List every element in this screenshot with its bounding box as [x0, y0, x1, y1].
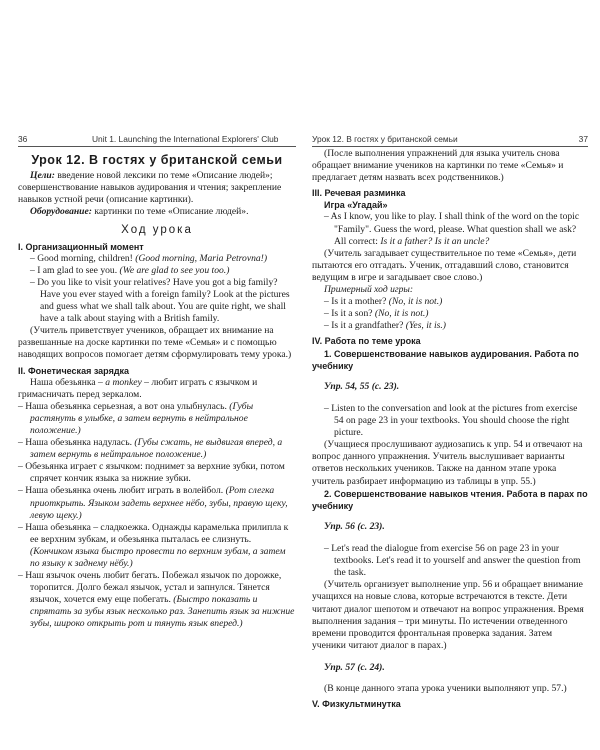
goals-text: введение новой лексики по теме «Описание людей»; совершенствование навыков аудирования и чтения; закрепление навыков устной речи (описание картинки).: [18, 170, 282, 206]
teacher-note: (После выполнения упражнений для языка учитель снова обращает внимание учеников на картинки по теме «Семья» и предлагает детям назвать всех родственников.): [312, 148, 564, 184]
lesson-title: Урок 12. В гостях у британской семьи: [31, 153, 283, 167]
dialogue-line: – Let's read the dialogue from exercise 56 on page 23 in your textbooks. Let's read it to yourself and answer the question from the task.: [324, 543, 581, 579]
exercise-ref: Упр. 56 (с. 23).: [324, 521, 385, 533]
section-heading: III. Речевая разминка: [312, 188, 406, 199]
teacher-note: (В конце данного этапа урока ученики выполняют упр. 57.): [324, 683, 567, 695]
dialogue-line: – Do you like to visit your relatives? Have you got a big family? Have you ever stayed with a foreign family? Look at the pictures and guess what we shall talk about. You are quite right, we shall have a talk about staying with a British family.: [30, 276, 290, 325]
exercise-line: [18, 570, 296, 630]
dialogue-text: – Good morning, children!: [30, 252, 136, 264]
dialogue-line: [18, 265, 296, 277]
teacher-note: (Учитель загадывает существительное по теме «Семья», дети пытаются его отгадать. Ученик, отгадавший слово, становится ведущим в игре и загадывает свое слово.): [312, 247, 577, 283]
dialogue-line: [312, 211, 588, 247]
dialogue-text: – Is it a grandfather?: [324, 320, 406, 332]
dialogue-answer: (Good morning, Maria Petrovna!): [135, 252, 268, 264]
dialogue-line: [312, 296, 588, 308]
dialogue-answer: (No, it is not.): [388, 296, 443, 308]
teacher-note: (Учитель организует выполнение упр. 56 и обращает внимание учащихся на новые слова, которые встречаются в тексте. Дети читают диалог шепотом и отвечают на вопрос упражнения. Время выполнения задания – три минуты. По истечении отведенного времени проводится фронтальная проверка задания. Затем ученики читают диалог в парах.): [312, 579, 584, 651]
equipment: [18, 206, 296, 218]
exercise-instruction: (Рот слегка приоткрыть. Языком задеть верхнее нёбо, зубы, правую щеку, левую щеку.): [30, 485, 288, 521]
right-running-header: [312, 134, 588, 147]
exercise-instruction: (Кончиком языка быстро провести по верхним зубам, а затем по языку к заднему нёбу.): [30, 545, 286, 569]
dialogue-text: – Is it a mother?: [324, 296, 389, 308]
exercise-line: [18, 401, 296, 437]
exercise-text: Наша обезьянка –: [30, 376, 106, 388]
left-page: [18, 148, 296, 631]
right-page: [312, 148, 588, 710]
right-page-number: 37: [578, 134, 588, 144]
dialogue-line: [18, 253, 296, 265]
exercise-instruction: (Губы сжать, не выдвигая вперед, а затем вернуть в нейтральное положение.): [30, 437, 283, 461]
section-heading: V. Физкультминутка: [312, 699, 401, 710]
game-title: Игра «Угадай»: [324, 200, 388, 211]
dialogue-answer: (No, it is not.): [374, 308, 429, 320]
teacher-note: (Учитель приветствует учеников, обращает их внимание на развешанные на доске картинки по теме «Семья» и с помощью наводящих вопросов помогает детям сформулировать тему урока.): [18, 325, 292, 361]
exercise-ref: Упр. 57 (с. 24).: [324, 661, 385, 673]
subsection-heading: 2. Совершенствование навыков чтения. Работа в парах по учебнику: [312, 488, 588, 511]
goals-label: Цели:: [30, 170, 55, 182]
section-heading: IV. Работа по теме урока: [312, 336, 421, 347]
exercise-line: [18, 437, 296, 461]
exercise-line: [18, 522, 296, 570]
exercise-line: – Обезьянка играет с язычком: поднимет за верхние зубки, потом спрячет кончик языка за нижние зубки.: [18, 461, 285, 485]
course-title: Ход урока: [121, 224, 193, 237]
dialogue-line: [312, 320, 588, 332]
exercise-instruction: (Быстро показать и спрятать за зубы язык несколько раз. Занепить язык за нижние зубы, широко открыть рот и тянуть язык вперед.): [30, 594, 295, 630]
dialogue-text: – As I know, you like to play. I shall think of the word on the topic "Family". Guess the word, please. What question shall we ask? All correct:: [324, 211, 580, 247]
exercise-text: – Наша обезьянка серьезная, а вот она улыбнулась.: [18, 400, 230, 412]
dialogue-line: – Listen to the conversation and look at the pictures from exercise 54 on page 23 in your textbooks. You should choose the right picture.: [324, 402, 578, 439]
subsection-heading: 1. Совершенствование навыков аудирования. Работа по учебнику: [312, 348, 579, 371]
left-running-title: Unit 1. Launching the International Explorers' Club: [92, 134, 279, 144]
equipment-text: картинки по теме «Описание людей».: [91, 206, 249, 218]
exercise-text: – Наша обезьянка надулась.: [18, 437, 135, 449]
dialogue-text: – Is it a son?: [324, 308, 375, 320]
exercise-ref: Упр. 54, 55 (с. 23).: [324, 381, 400, 393]
teacher-note: (Учащиеся прослушивают аудиозапись к упр. 54 и отвечают на вопрос данного упражнения. Учитель выслушивает варианты ответов нескольких учеников. Также на данном этапе урока учитель разбирает информацию из таблицы в упр. 55.): [312, 439, 583, 487]
example-label: Примерный ход игры:: [324, 284, 414, 296]
dialogue-answer: (Yes, it is.): [405, 320, 446, 332]
dialogue-text: – I am glad to see you.: [30, 264, 120, 276]
exercise-text: – Наш язычок очень любит бегать. Побежал язычок по дорожке, торопится. Долго бежал язычок, устал и запнулся. Тянется язычок, хочется ему еще побегать.: [18, 570, 282, 606]
dialogue-line: [312, 308, 588, 320]
dialogue-answer: (We are glad to see you too.): [119, 264, 230, 276]
right-running-title: Урок 12. В гостях у британской семьи: [312, 134, 458, 144]
goals: [18, 170, 296, 206]
dialogue-answer: Is it a father? Is it an uncle?: [380, 235, 490, 247]
exercise-text: – Наша обезьянка – сладкоежка. Однажды карамелька прилипла к ее верхним зубкам, и обезьянка пыталась ее слизнуть.: [18, 521, 289, 545]
exercise-line: [18, 377, 296, 401]
section-heading: I. Организационный момент: [18, 241, 144, 252]
exercise-line: [18, 485, 296, 521]
section-heading: II. Фонетическая зарядка: [18, 365, 130, 376]
left-running-header: [18, 134, 296, 147]
left-page-number: 36: [18, 134, 28, 144]
exercise-term: a monkey: [105, 376, 142, 388]
equipment-label: Оборудование:: [30, 206, 92, 218]
exercise-instruction: (Губы растянуть в улыбке, а затем вернуть в нейтральное положение.): [30, 400, 254, 436]
exercise-text: – Наша обезьянка очень любит играть в волейбол.: [18, 485, 226, 497]
exercise-text: – любит играть с язычком и гримасничать перед зеркалом.: [18, 376, 258, 400]
